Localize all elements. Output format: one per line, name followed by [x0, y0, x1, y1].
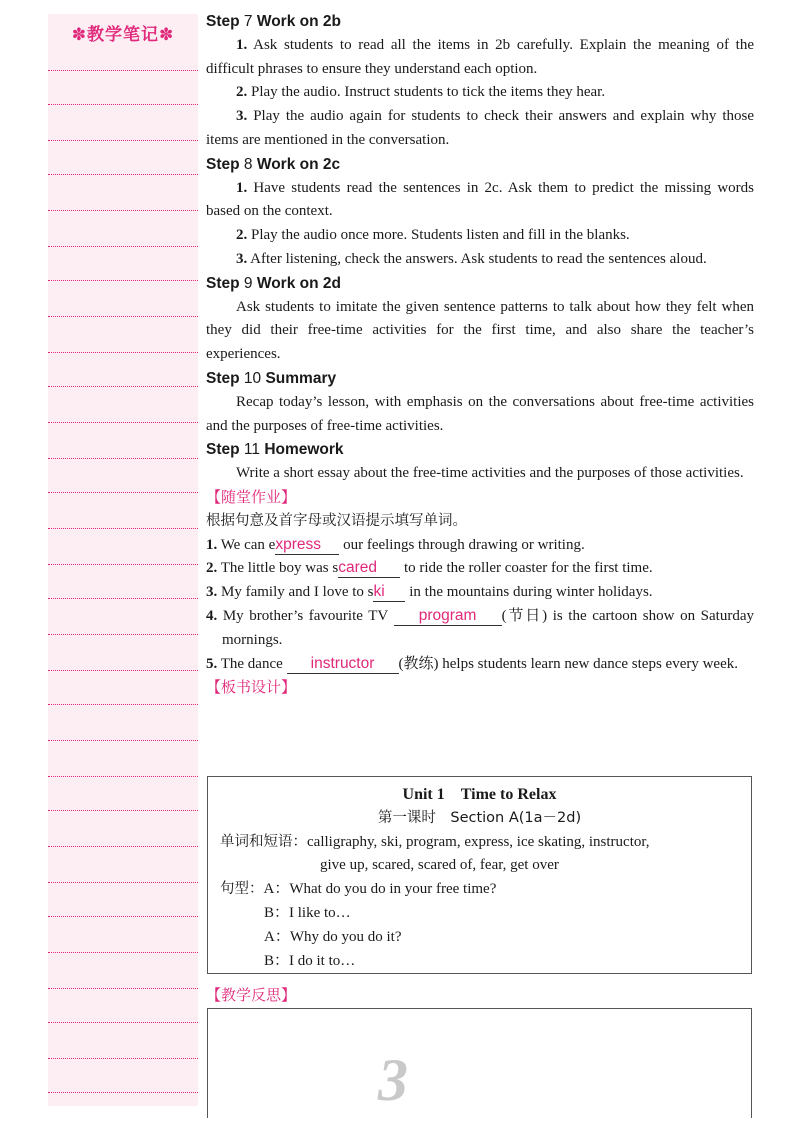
answer-blank: ki — [373, 583, 405, 602]
note-line — [48, 740, 198, 741]
step-label: Step — [206, 13, 240, 30]
board-design-box — [207, 776, 752, 974]
step-number: 7 — [243, 13, 253, 30]
reflection-heading: 【教学反思】 — [206, 986, 297, 1004]
step-label: Step — [206, 274, 240, 292]
homework-instruction: 根据句意及首字母或汉语提示填写单词。 — [206, 512, 467, 529]
answer-blank: instructor — [287, 655, 399, 674]
note-line — [48, 422, 198, 423]
note-line — [48, 564, 198, 565]
step-9-title — [206, 272, 754, 296]
step-name: Homework — [264, 441, 344, 459]
question-4: 4. My brother’s favourite TV program (节日) is the cartoon show on Saturday mornings. — [206, 606, 754, 648]
note-line — [48, 280, 198, 281]
note-line — [48, 352, 198, 353]
step-10-para: Recap today’s lesson, with emphasis on the conversations about free-time activities and the purposes of free-time activities. — [206, 393, 754, 434]
note-line — [48, 634, 198, 635]
step-label: Step — [206, 441, 240, 459]
board-line-a2: A：Why do you do it? — [264, 928, 402, 945]
step-10-title — [206, 367, 754, 391]
step-number: 11 — [243, 441, 260, 459]
note-line — [48, 670, 198, 671]
step-name: Summary — [265, 369, 337, 387]
note-line — [48, 492, 198, 493]
note-line — [48, 210, 198, 211]
step-11-para: Write a short essay about the free-time activities and the purposes of those activities. — [236, 465, 744, 482]
board-vocab: 单词和短语：calligraphy, ski, program, express, ice skating, instructor, — [220, 833, 650, 850]
note-line — [48, 916, 198, 917]
step-number: 9 — [243, 274, 253, 292]
answer-blank: program — [394, 607, 502, 626]
note-line — [48, 70, 198, 71]
note-line — [48, 528, 198, 529]
note-line — [48, 1092, 198, 1093]
step-8-para-2: 2. Play the audio once more. Students listen and fill in the blanks. — [236, 227, 630, 244]
step-8-title — [206, 153, 754, 177]
note-line — [48, 988, 198, 989]
step-11-title — [206, 438, 754, 462]
question-5: 5. The dance instructor (教练) helps students learn new dance steps every week. — [206, 654, 739, 672]
note-line — [48, 1058, 198, 1059]
answer-blank: xpress — [275, 536, 339, 555]
step-7-para-3: 3. Play the audio again for students to check their answers and explain why those items are mentioned in the conversation. — [206, 108, 754, 148]
board-line-b2: B：I do it to… — [264, 952, 356, 969]
question-2: 2. The little boy was scared to ride the roller coaster for the first time. — [206, 559, 653, 577]
board-unit-title: Unit 1 Time to Relax — [402, 786, 557, 803]
board-pattern: 句型：A：What do you do in your free time? — [220, 881, 497, 898]
step-7-para-2: 2. Play the audio. Instruct students to tick the items they hear. — [236, 84, 606, 101]
step-name: Work on 2d — [256, 274, 341, 292]
note-line — [48, 704, 198, 705]
step-number: 10 — [243, 369, 262, 387]
board-line-b1: B：I like to… — [264, 904, 351, 921]
note-line — [48, 952, 198, 953]
step-name: Work on 2c — [256, 155, 341, 173]
note-line — [48, 140, 198, 141]
note-line — [48, 458, 198, 459]
note-line — [48, 104, 198, 105]
note-line — [48, 846, 198, 847]
lesson-content — [206, 10, 754, 700]
note-line — [48, 316, 198, 317]
note-line — [48, 882, 198, 883]
step-9-para: Ask students to imitate the given sentence patterns to talk about how they felt when they did their free-time activities for the first time, and also share the teacher’s experiences. — [206, 298, 754, 363]
note-line — [48, 1022, 198, 1023]
page-number: 3 — [378, 1047, 408, 1113]
note-line — [48, 386, 198, 387]
homework-heading: 【随堂作业】 — [206, 487, 297, 506]
board-vocab-cont: give up, scared, scared of, fear, get over — [320, 857, 559, 874]
step-8-para-3: 3. After listening, check the answers. Ask students to read the sentences aloud. — [236, 250, 707, 267]
note-line — [48, 246, 198, 247]
step-label: Step — [206, 369, 240, 387]
step-8-para-1: 1. Have students read the sentences in 2c. Ask them to predict the missing words based on the context. — [206, 179, 754, 220]
board-lesson-title: 第一课时 Section A(1a－2d) — [377, 809, 582, 826]
step-7-para-1: 1. Ask students to read all the items in 2b carefully. Explain the meaning of the difficult phrases to ensure they understand each option. — [206, 36, 754, 77]
note-line — [48, 810, 198, 811]
question-3: 3. My family and I love to ski in the mountains during winter holidays. — [206, 583, 653, 601]
step-label: Step — [206, 155, 240, 173]
question-1: 1. We can express our feelings through drawing or writing. — [206, 535, 585, 553]
step-7-title — [206, 10, 754, 34]
answer-blank: cared — [338, 559, 400, 578]
note-line — [48, 598, 198, 599]
step-number: 8 — [243, 155, 253, 173]
board-heading: 【板书设计】 — [206, 678, 297, 697]
note-line — [48, 174, 198, 175]
step-name: Work on 2b — [256, 13, 341, 30]
notes-title: ✽教学笔记✽ — [71, 25, 175, 45]
reflection-box — [207, 1008, 752, 1118]
notes-column — [48, 14, 198, 1106]
note-line — [48, 776, 198, 777]
